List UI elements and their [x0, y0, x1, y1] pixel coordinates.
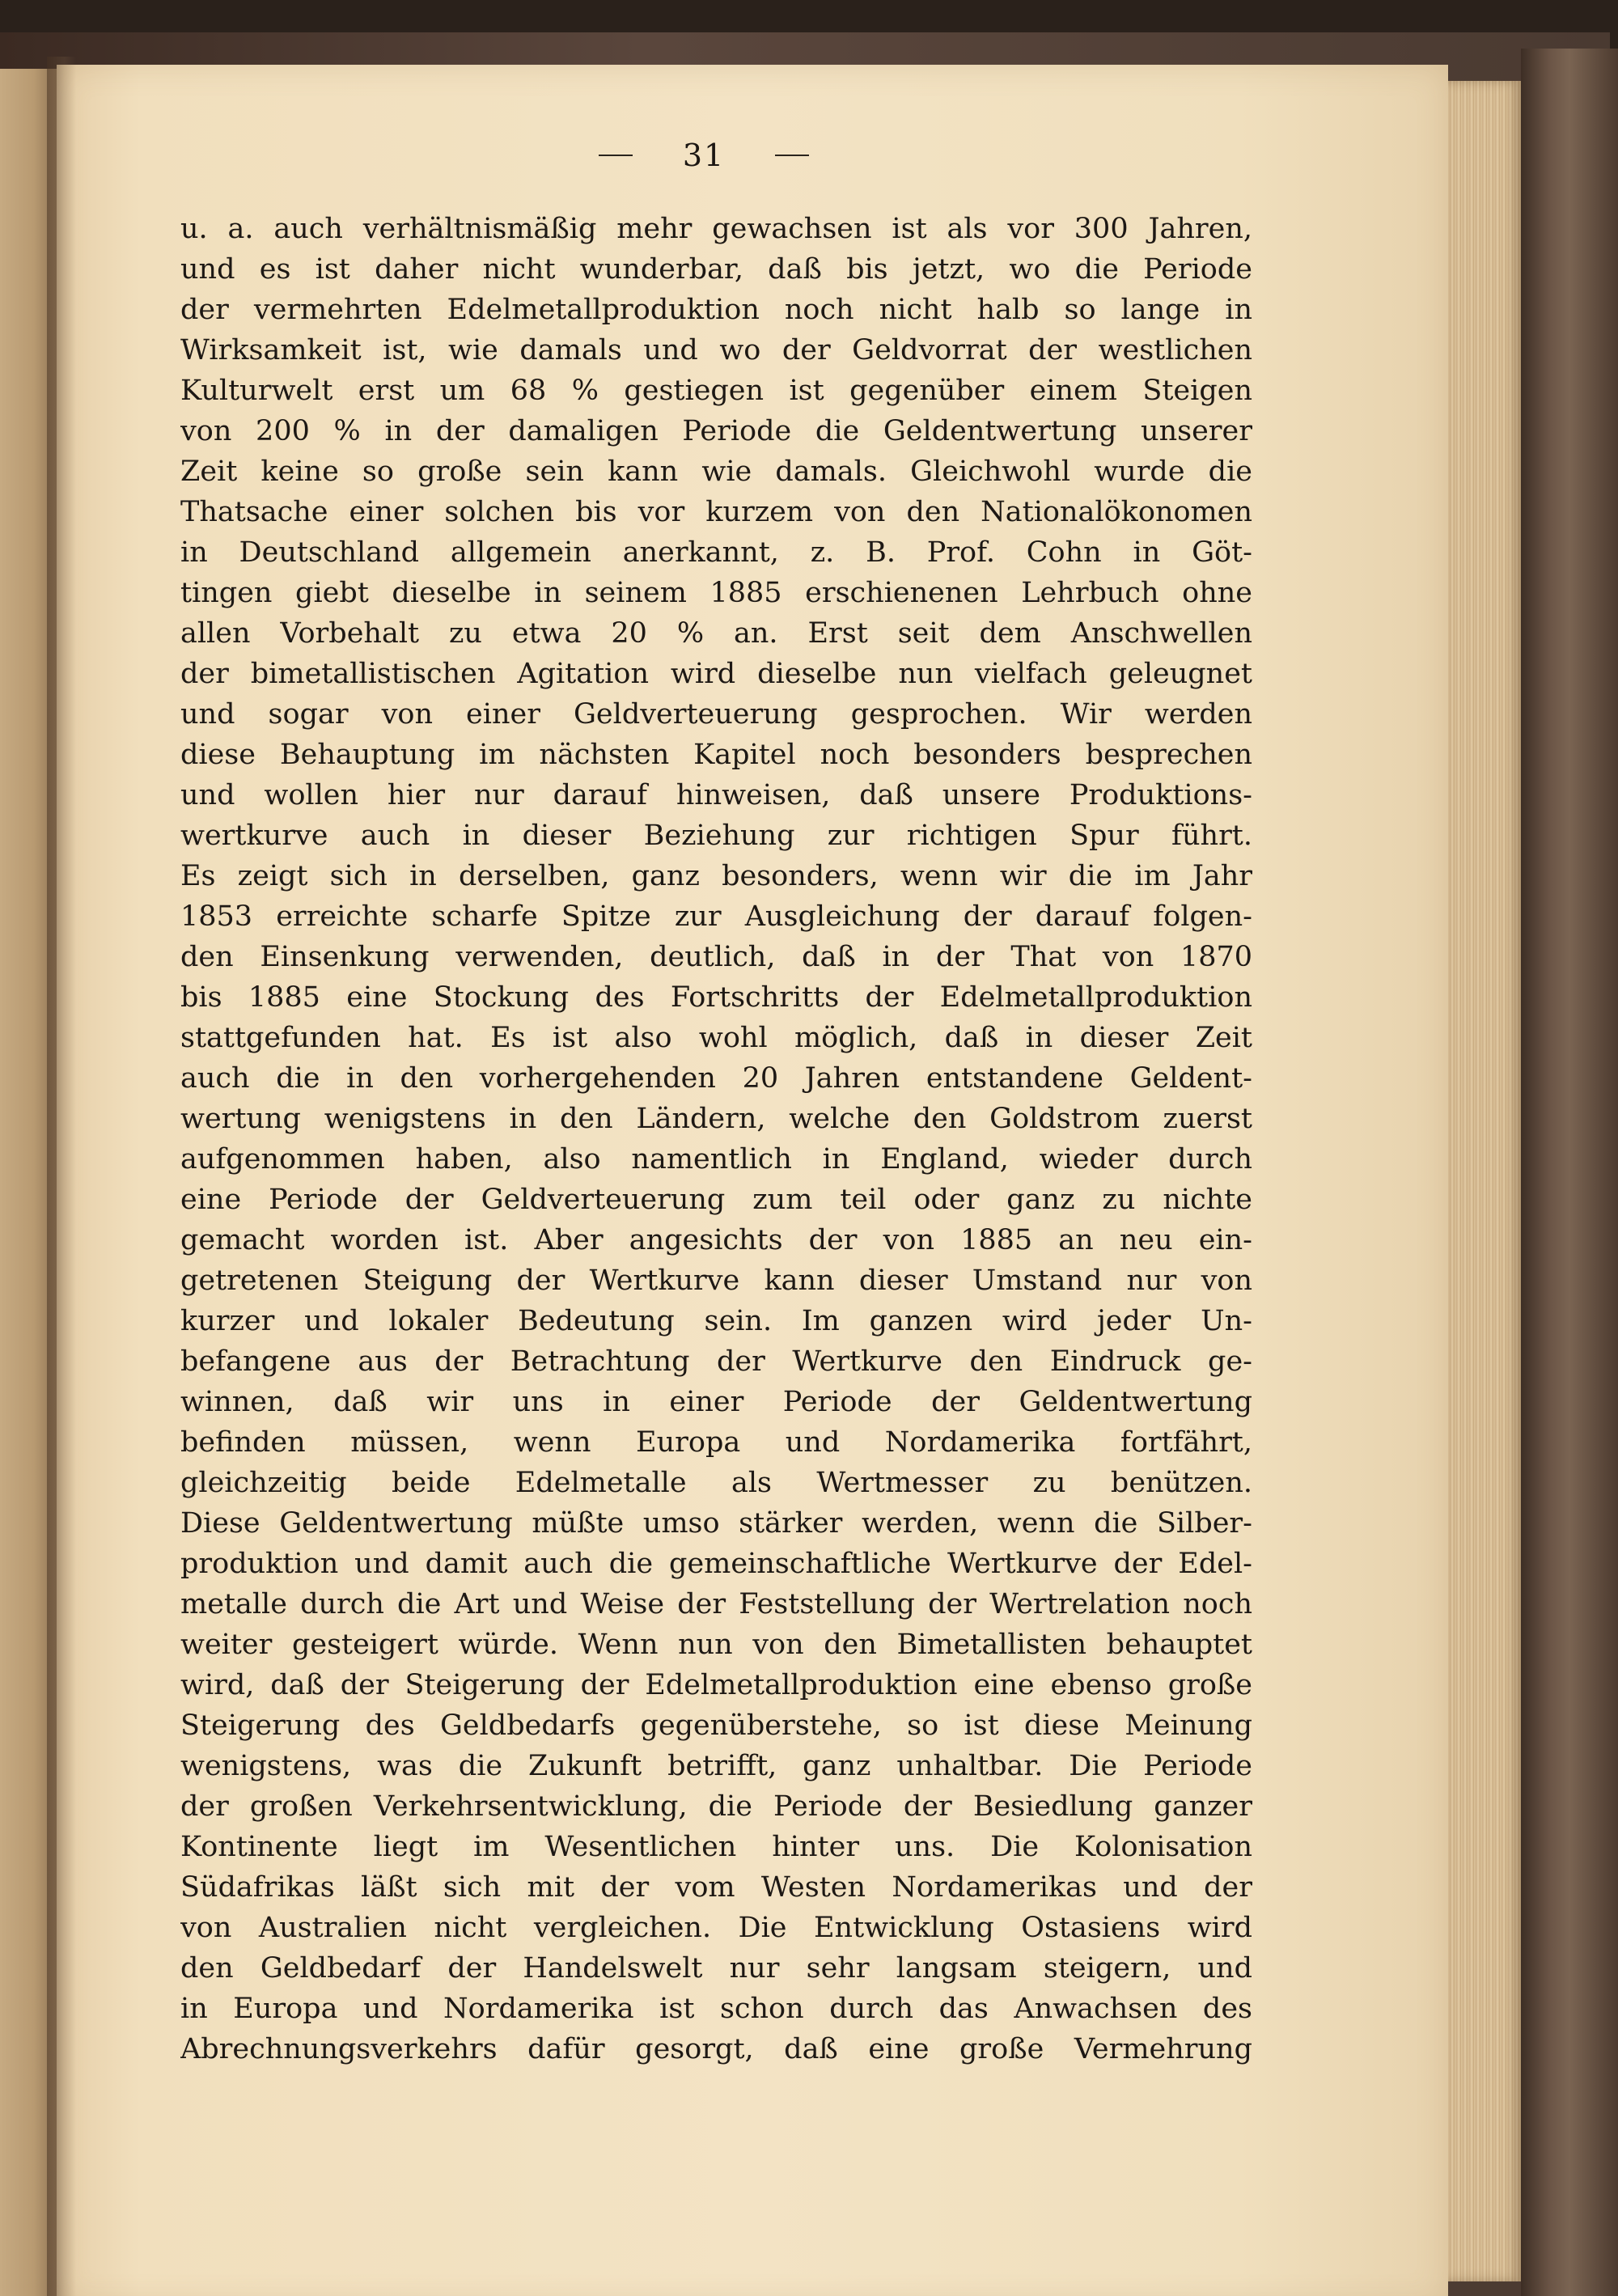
binding-gutter: [47, 57, 76, 2296]
text-line: Wirksamkeit ist, wie damals und wo der Geldvorrat der westlichen: [180, 334, 1252, 366]
text-line: der großen Verkehrsentwicklung, die Periode der Besiedlung ganzer: [180, 1790, 1252, 1823]
body-text: [180, 209, 1252, 2069]
text-line: den Einsenkung verwenden, deutlich, daß in der That von 1870: [180, 941, 1252, 973]
text-line: tingen giebt dieselbe in seinem 1885 erschienenen Lehrbuch ohne: [180, 577, 1252, 609]
text-line: gleichzeitig beide Edelmetalle als Wertmesser zu benützen.: [180, 1467, 1252, 1499]
text-line: Es zeigt sich in derselben, ganz besonders, wenn wir die im Jahr: [180, 860, 1252, 892]
text-line: Südafrikas läßt sich mit der vom Westen Nordamerikas und der: [180, 1871, 1252, 1904]
header-dash-right: [775, 155, 809, 156]
text-line: getretenen Steigung der Wertkurve kann dieser Umstand nur von: [180, 1264, 1252, 1297]
text-line: von 200 % in der damaligen Periode die Geldentwertung unserer: [180, 415, 1252, 447]
text-line: und wollen hier nur darauf hinweisen, daß unsere Produktions-: [180, 779, 1252, 811]
text-line: weiter gesteigert würde. Wenn nun von den Bimetallisten behauptet: [180, 1629, 1252, 1661]
header-dash-left: [599, 155, 633, 156]
page-number: 31: [682, 138, 726, 173]
text-line: produktion und damit auch die gemeinschaftliche Wertkurve der Edel-: [180, 1548, 1252, 1580]
text-line: der vermehrten Edelmetallproduktion noch nicht halb so lange in: [180, 294, 1252, 326]
text-line: befangene aus der Betrachtung der Wertkurve den Eindruck ge-: [180, 1345, 1252, 1378]
text-line: winnen, daß wir uns in einer Periode der Geldentwertung: [180, 1386, 1252, 1418]
text-line: 1853 erreichte scharfe Spitze zur Ausgleichung der darauf folgen-: [180, 900, 1252, 933]
text-line: Thatsache einer solchen bis vor kurzem von den Nationalökonomen: [180, 496, 1252, 528]
text-line: Diese Geldentwertung müßte umso stärker werden, wenn die Silber-: [180, 1507, 1252, 1540]
text-line: wenigstens, was die Zukunft betrifft, ganz unhaltbar. Die Periode: [180, 1750, 1252, 1782]
text-line: und es ist daher nicht wunderbar, daß bis jetzt, wo die Periode: [180, 253, 1252, 286]
text-line: Abrechnungsverkehrs dafür gesorgt, daß eine große Vermehrung: [180, 2033, 1252, 2065]
text-line: aufgenommen haben, also namentlich in England, wieder durch: [180, 1143, 1252, 1176]
text-line: allen Vorbehalt zu etwa 20 % an. Erst seit dem Anschwellen: [180, 617, 1252, 650]
text-line: metalle durch die Art und Weise der Feststellung der Wertrelation noch: [180, 1588, 1252, 1620]
text-line: wird, daß der Steigerung der Edelmetallproduktion eine ebenso große: [180, 1669, 1252, 1701]
text-line: der bimetallistischen Agitation wird dieselbe nun vielfach geleugnet: [180, 658, 1252, 690]
text-line: den Geldbedarf der Handelswelt nur sehr langsam steigern, und: [180, 1952, 1252, 1985]
text-line: bis 1885 eine Stockung des Fortschritts der Edelmetallproduktion: [180, 981, 1252, 1014]
text-line: befinden müssen, wenn Europa und Nordamerika fortfährt,: [180, 1426, 1252, 1459]
text-line: u. a. auch verhältnismäßig mehr gewachsen ist als vor 300 Jahren,: [180, 213, 1252, 245]
text-line: wertung wenigstens in den Ländern, welche den Goldstrom zuerst: [180, 1103, 1252, 1135]
page-stack-edges: [1448, 81, 1521, 2281]
text-line: stattgefunden hat. Es ist also wohl möglich, daß in dieser Zeit: [180, 1022, 1252, 1054]
text-line: diese Behauptung im nächsten Kapitel noch besonders besprechen: [180, 739, 1252, 771]
text-line: gemacht worden ist. Aber angesichts der von 1885 an neu ein-: [180, 1224, 1252, 1256]
text-line: und sogar von einer Geldverteuerung gesprochen. Wir werden: [180, 698, 1252, 731]
text-line: Kontinente liegt im Wesentlichen hinter uns. Die Kolonisation: [180, 1831, 1252, 1863]
cover-spine-board: [1521, 49, 1618, 2296]
text-line: Zeit keine so große sein kann wie damals. Gleichwohl wurde die: [180, 455, 1252, 488]
text-line: von Australien nicht vergleichen. Die Entwicklung Ostasiens wird: [180, 1912, 1252, 1944]
text-line: in Europa und Nordamerika ist schon durch das Anwachsen des: [180, 1993, 1252, 2025]
text-line: wertkurve auch in dieser Beziehung zur richtigen Spur führt.: [180, 820, 1252, 852]
text-line: auch die in den vorhergehenden 20 Jahren entstandene Geldent-: [180, 1062, 1252, 1095]
text-line: eine Periode der Geldverteuerung zum teil oder ganz zu nichte: [180, 1184, 1252, 1216]
page-header: [599, 134, 809, 176]
text-line: kurzer und lokaler Bedeutung sein. Im ganzen wird jeder Un-: [180, 1305, 1252, 1337]
text-line: Steigerung des Geldbedarfs gegenüberstehe, so ist diese Meinung: [180, 1709, 1252, 1742]
text-line: in Deutschland allgemein anerkannt, z. B. Prof. Cohn in Göt-: [180, 536, 1252, 569]
text-line: Kulturwelt erst um 68 % gestiegen ist gegenüber einem Steigen: [180, 375, 1252, 407]
